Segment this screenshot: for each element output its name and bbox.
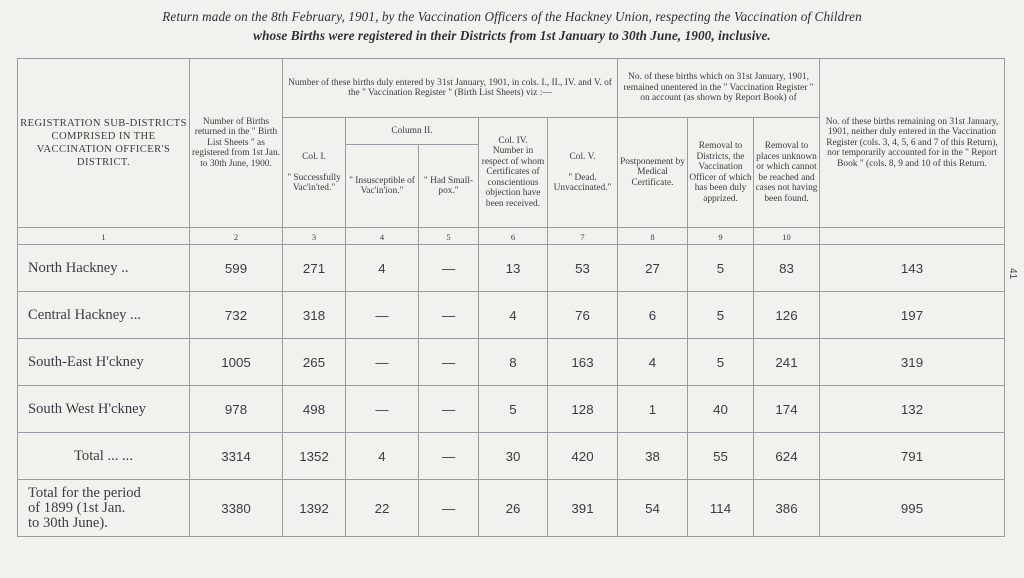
col-number: 4 <box>346 228 419 245</box>
cell-col-3: 271 <box>283 245 346 292</box>
cell-col-3: 498 <box>283 386 346 433</box>
cell-col-7: 76 <box>548 292 618 339</box>
cell-col-7: 163 <box>548 339 618 386</box>
cell-col-4: 4 <box>346 433 419 480</box>
cell-col-10: 386 <box>754 480 820 537</box>
col-number: 1 <box>18 228 190 245</box>
col-number: 8 <box>618 228 688 245</box>
header-entered-group: Number of these births duly entered by 31st January, 1901, in cols. I., II., IV. and V. of the " Vaccination Register " (Birth List Sheets) viz :— <box>283 59 618 118</box>
cell-col-2: 3380 <box>190 480 283 537</box>
header-births: Number of Births returned in the " Birth List Sheets " as registered from 1st Jan. to 30th June, 1900. <box>190 59 283 228</box>
cell-col-4: — <box>346 386 419 433</box>
cell-col-8: 4 <box>618 339 688 386</box>
cell-col-11: 132 <box>820 386 1005 433</box>
cell-col-5: — <box>419 480 479 537</box>
district-name: Total ... ... <box>18 433 190 480</box>
cell-col-10: 624 <box>754 433 820 480</box>
cell-col-6: 4 <box>479 292 548 339</box>
cell-col-4: 22 <box>346 480 419 537</box>
cell-col-3: 1392 <box>283 480 346 537</box>
cell-col-11: 143 <box>820 245 1005 292</box>
cell-col-5: — <box>419 292 479 339</box>
col-number: 9 <box>688 228 754 245</box>
cell-col-2: 732 <box>190 292 283 339</box>
period-name-line: to 30th June). <box>28 514 108 531</box>
page-number: 41 <box>1006 267 1018 280</box>
header-col5 <box>548 118 618 228</box>
period-name-line: of 1899 (1st Jan. <box>28 499 126 516</box>
header-removal-districts: Removal to Districts, the Vaccination Officer of which has been duly apprized. <box>688 118 754 228</box>
cell-col-6: 26 <box>479 480 548 537</box>
header-remaining: No. of these births remaining on 31st January, 1901, neither duly entered in the Vaccination Register (cols. 3, 4, 5, 6 and 7 of this Return), nor temporarily accounted for in the " Report Book " (cols. 8, 9 and 10 of this Return. <box>820 59 1005 228</box>
district-name: Central Hackney ... <box>18 292 190 339</box>
title-line-2: whose Births were registered in their Districts from 1st January to 30th June, 1900, inclusive. <box>253 28 771 43</box>
cell-col-4: — <box>346 292 419 339</box>
title-line-1: Return made on the 8th February, 1901, by the Vaccination Officers of the Hackney Union, respecting the Vaccination of Children <box>162 9 862 24</box>
table-row <box>18 386 1005 433</box>
header-col4 <box>479 118 548 228</box>
col-number-blank <box>820 228 1005 245</box>
cell-col-8: 1 <box>618 386 688 433</box>
col-number: 7 <box>548 228 618 245</box>
header-col4-title: Col. IV. <box>498 135 528 146</box>
cell-col-7: 53 <box>548 245 618 292</box>
district-name: South-East H'ckney <box>18 339 190 386</box>
col-number: 6 <box>479 228 548 245</box>
table-row-period <box>18 480 1005 537</box>
header-unentered-group: No. of these births which on 31st January, 1901, remained unentered in the " Vaccination Register " on account (as shown by Report Book) of <box>618 59 820 118</box>
cell-col-6: 30 <box>479 433 548 480</box>
cell-col-6: 8 <box>479 339 548 386</box>
cell-col-9: 5 <box>688 339 754 386</box>
period-name <box>18 480 190 537</box>
header-removal-unknown: Removal to places unknown or which cannot be reached and cases not having been found. <box>754 118 820 228</box>
header-col2: Column II. <box>346 118 479 145</box>
cell-col-2: 599 <box>190 245 283 292</box>
table-body <box>18 245 1005 537</box>
cell-col-8: 54 <box>618 480 688 537</box>
cell-col-5: — <box>419 386 479 433</box>
col-number: 5 <box>419 228 479 245</box>
table-row <box>18 292 1005 339</box>
header-col2b: " Had Small-pox." <box>419 145 479 228</box>
cell-col-4: 4 <box>346 245 419 292</box>
cell-col-9: 5 <box>688 245 754 292</box>
table-row <box>18 433 1005 480</box>
cell-col-7: 128 <box>548 386 618 433</box>
table-row <box>18 245 1005 292</box>
cell-col-2: 1005 <box>190 339 283 386</box>
cell-col-8: 27 <box>618 245 688 292</box>
period-name-line: Total for the period <box>28 484 141 501</box>
cell-col-3: 318 <box>283 292 346 339</box>
cell-col-5: — <box>419 433 479 480</box>
header-col5-title: Col. V. <box>569 151 596 162</box>
cell-col-10: 126 <box>754 292 820 339</box>
page-title <box>0 7 1024 45</box>
cell-col-9: 40 <box>688 386 754 433</box>
cell-col-3: 265 <box>283 339 346 386</box>
header-district: REGISTRATION SUB-DISTRICTS COMPRISED IN THE VACCINATION OFFICER'S DISTRICT. <box>18 59 190 228</box>
cell-col-8: 38 <box>618 433 688 480</box>
col-number: 10 <box>754 228 820 245</box>
cell-col-9: 55 <box>688 433 754 480</box>
header-col2a: " Insusceptible of Vac'in'ion." <box>346 145 419 228</box>
cell-col-9: 5 <box>688 292 754 339</box>
cell-col-4: — <box>346 339 419 386</box>
cell-col-9: 114 <box>688 480 754 537</box>
cell-col-7: 391 <box>548 480 618 537</box>
cell-col-2: 978 <box>190 386 283 433</box>
district-name: South West H'ckney <box>18 386 190 433</box>
header-col1-title: Col. I. <box>302 151 326 162</box>
header-postponement: Postponement by Medical Certificate. <box>618 118 688 228</box>
district-name: North Hackney .. <box>18 245 190 292</box>
table-row <box>18 339 1005 386</box>
cell-col-11: 791 <box>820 433 1005 480</box>
cell-col-5: — <box>419 339 479 386</box>
cell-col-6: 5 <box>479 386 548 433</box>
header-col4-sub: Number in respect of whom Certificates of conscientious objection have been received. <box>481 146 545 209</box>
cell-col-8: 6 <box>618 292 688 339</box>
cell-col-5: — <box>419 245 479 292</box>
cell-col-11: 995 <box>820 480 1005 537</box>
cell-col-2: 3314 <box>190 433 283 480</box>
header-col1-sub: " Successfully Vac'in'ted." <box>287 172 341 193</box>
header-col1 <box>283 118 346 228</box>
col-number: 2 <box>190 228 283 245</box>
cell-col-10: 241 <box>754 339 820 386</box>
cell-col-7: 420 <box>548 433 618 480</box>
cell-col-10: 174 <box>754 386 820 433</box>
cell-col-10: 83 <box>754 245 820 292</box>
header-col5-sub: " Dead. Unvaccinated." <box>553 172 612 193</box>
cell-col-3: 1352 <box>283 433 346 480</box>
cell-col-11: 197 <box>820 292 1005 339</box>
vaccination-table <box>17 58 1005 537</box>
cell-col-6: 13 <box>479 245 548 292</box>
col-number: 3 <box>283 228 346 245</box>
cell-col-11: 319 <box>820 339 1005 386</box>
